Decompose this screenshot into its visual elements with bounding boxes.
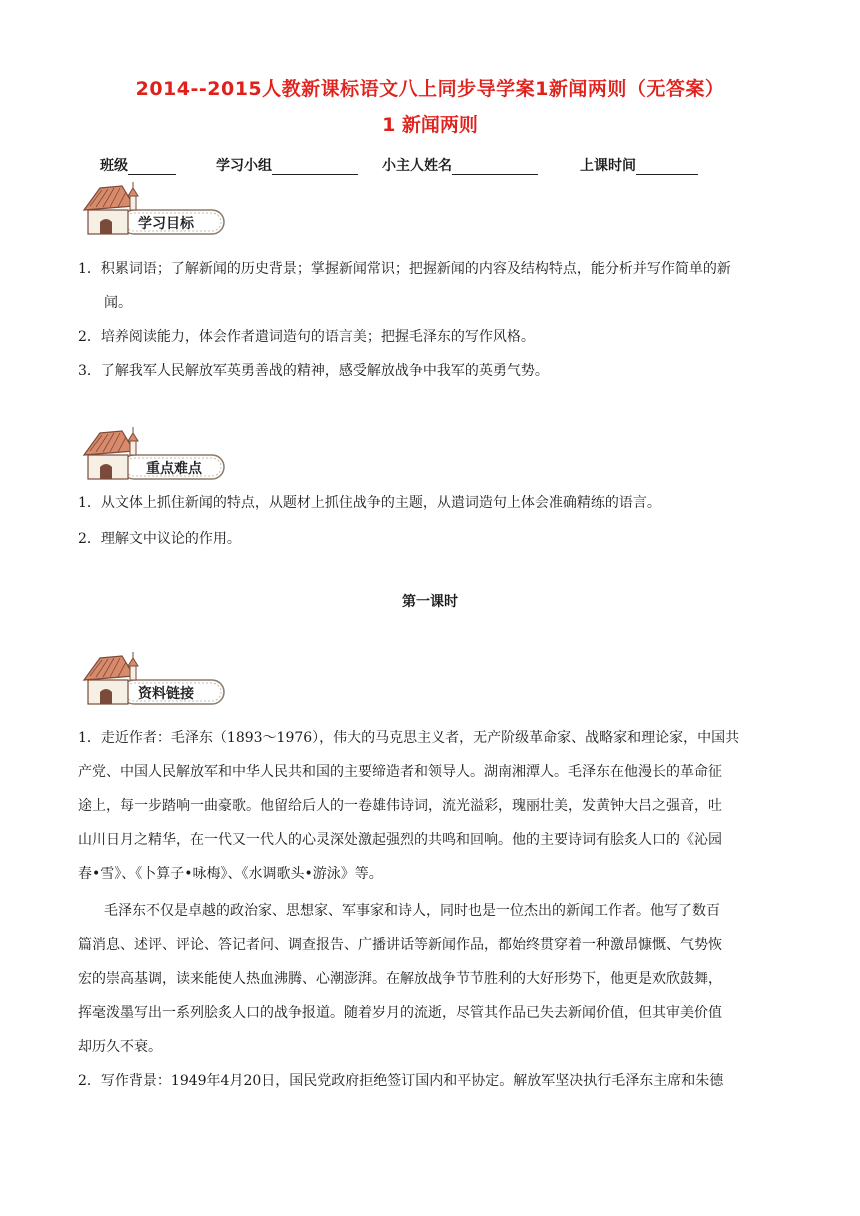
goal-item-3: 3．了解我军人民解放军英勇善战的精神，感受解放战争中我军的英勇气势。 [78, 363, 549, 379]
resources-label: 资料链接 [138, 686, 194, 702]
resource-line: 春•雪》、《卜算子•咏梅》、《水调歌头•游泳》等。 [78, 866, 383, 882]
goal-item-1: 1．积累词语；了解新闻的历史背景；掌握新闻常识；把握新闻的内容及结构特点，能分析并写作简单的新 [78, 261, 731, 277]
resources-badge [78, 650, 228, 710]
resource-line: 2．写作背景：1949年4月20日，国民党政府拒绝签订国内和平协定。解放军坚决执行毛泽东主席和朱德 [78, 1073, 724, 1089]
resource-line: 却历久不衰。 [78, 1039, 162, 1055]
class-label: 班级 [100, 158, 128, 174]
class-field[interactable] [100, 155, 176, 175]
lesson-title: 1 新闻两则 [382, 114, 478, 136]
resource-line: 山川日月之精华，在一代又一代人的心灵深处激起强烈的共鸣和回响。他的主要诗词有脍炙人口的《沁园 [78, 832, 722, 848]
resource-line: 篇消息、述评、评论、答记者问、调查报告、广播讲话等新闻作品，都始终贯穿着一种激昂慷慨、气势恢 [78, 937, 722, 953]
resource-line: 1．走近作者：毛泽东（1893～1976），伟大的马克思主义者，无产阶级革命家、战略家和理论家，中国共 [78, 730, 740, 746]
document-title: 2014--2015人教新课标语文八上同步导学案1新闻两则（无答案） [135, 78, 725, 100]
time-field[interactable] [580, 155, 698, 175]
time-blank[interactable] [636, 160, 698, 175]
key-point-item-1: 1．从文体上抓住新闻的特点，从题材上抓住战争的主题，从遣词造句上体会准确精练的语言。 [78, 495, 661, 511]
owner-field[interactable] [382, 155, 538, 175]
resource-line: 宏的崇高基调，读来能使人热血沸腾、心潮澎湃。在解放战争节节胜利的大好形势下，他更是欢欣鼓舞， [78, 971, 722, 987]
time-label: 上课时间 [580, 158, 636, 174]
goals-badge [78, 180, 228, 240]
owner-blank[interactable] [452, 160, 538, 175]
key-point-item-2: 2．理解文中议论的作用。 [78, 531, 241, 547]
resource-line: 途上，每一步踏响一曲豪歌。他留给后人的一卷雄伟诗词，流光溢彩，瑰丽壮美，发黄钟大吕之强音，吐 [78, 798, 722, 814]
student-info-fields [100, 155, 760, 177]
owner-label: 小主人姓名 [382, 158, 452, 174]
goal-item-2: 2．培养阅读能力，体会作者遣词造句的语言美；把握毛泽东的写作风格。 [78, 329, 535, 345]
group-field[interactable] [216, 155, 358, 175]
resource-line: 毛泽东不仅是卓越的政治家、思想家、军事家和诗人，同时也是一位杰出的新闻工作者。他写了数百 [104, 903, 720, 919]
goals-label: 学习目标 [138, 216, 194, 232]
resource-line: 挥毫泼墨写出一系列脍炙人口的战争报道。随着岁月的流逝，尽管其作品已失去新闻价值，但其审美价值 [78, 1005, 722, 1021]
key-points-badge [78, 425, 228, 485]
group-label: 学习小组 [216, 158, 272, 174]
lesson-heading: 第一课时 [402, 594, 458, 610]
class-blank[interactable] [128, 160, 176, 175]
group-blank[interactable] [272, 160, 358, 175]
key-points-label: 重点难点 [146, 461, 202, 477]
resource-line: 产党、中国人民解放军和中华人民共和国的主要缔造者和领导人。湖南湘潭人。毛泽东在他漫长的革命征 [78, 764, 722, 780]
goal-item-1-cont: 闻。 [104, 295, 132, 311]
